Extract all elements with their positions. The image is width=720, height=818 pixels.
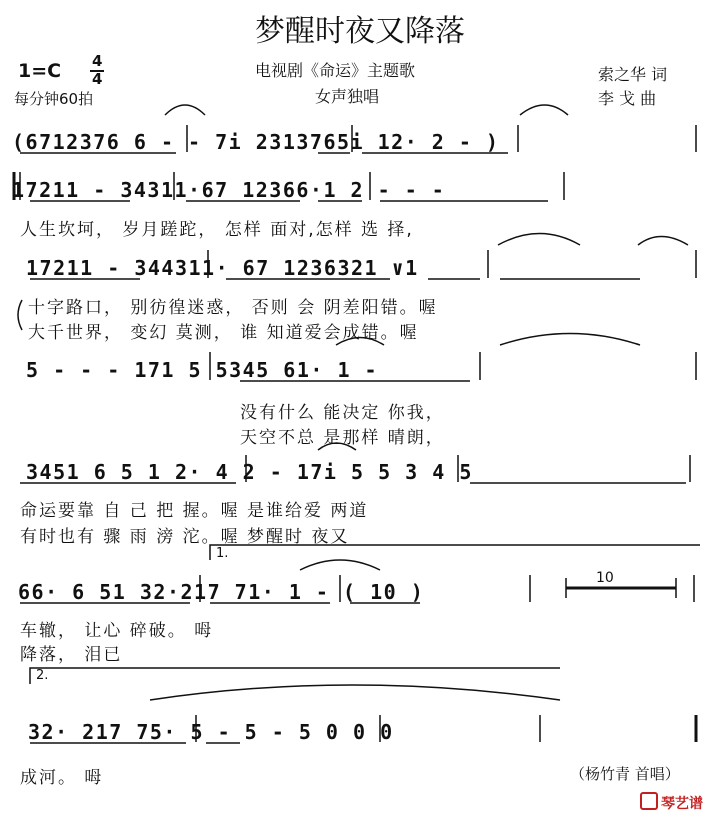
performance-type: 女声独唱 [315, 87, 380, 106]
volta-2-bracket [30, 668, 560, 684]
composer: 李 戈 曲 [598, 89, 657, 108]
logo-text: 琴艺谱 [661, 796, 703, 812]
notation-line-4: 5 - - - 171 5 5345 61· 1 - [26, 358, 379, 382]
notation-line-5: 3451 6 5 1 2· 4 2 - 17i 5 5 3 4 5 [26, 460, 473, 484]
time-signature-bottom: 4 [92, 70, 103, 88]
notation-line-1: (6712376 6 - - 7i 2313765i 12· 2 - ) [12, 130, 500, 154]
lyric-line-5a: 命运要靠 自 己 把 握。喔 是谁给爱 两道 [20, 501, 369, 521]
key-signature: 1=C [18, 60, 62, 82]
slur [500, 334, 640, 346]
lyric-line-6b: 降落， 泪已 [20, 645, 123, 665]
lyric-line-3b: 大千世界， 变幻 莫测， 谁 知道爱会成错。喔 [28, 323, 419, 343]
lyric-line-7: 成河。 呣 [20, 768, 104, 788]
slur [150, 685, 560, 700]
song-title: 梦醒时夜又降落 [255, 14, 465, 49]
slur [638, 237, 688, 246]
volta-1-bracket [210, 545, 700, 560]
tempo-marking: 每分钟60拍 [14, 90, 94, 108]
notation-line-6: 66· 6 51 32·217 71· 1 - ( 10 ) [18, 580, 425, 604]
lyricist: 索之华 词 [598, 65, 668, 84]
brace [18, 300, 22, 330]
rest-count: 10 [596, 570, 614, 586]
slur [318, 443, 356, 450]
slur [165, 105, 205, 115]
subtitle: 电视剧《命运》主题歌 [255, 61, 416, 80]
lyric-line-2: 人生坎坷， 岁月蹉跎， 怎样 面对,怎样 选 择, [20, 220, 414, 240]
notation-line-7: 32· 217 75· 5 - 5 - 5 0 0 0 [28, 720, 394, 744]
slur [300, 560, 380, 570]
notation-line-3: 17211 - 344311· 67 1236321 ∨1 [26, 256, 419, 280]
notation-line-2: 17211 - 34311·67 12366·1 2 - - - [12, 178, 446, 202]
time-signature-top: 4 [92, 52, 103, 70]
lyric-line-4a: 没有什么 能决定 你我， [240, 403, 445, 423]
lyric-line-6a: 车辙， 让心 碎破。 呣 [20, 621, 214, 641]
slur [498, 234, 580, 246]
lyric-line-3a: 十字路口， 别彷徨迷惑， 否则 会 阴差阳错。喔 [28, 298, 438, 318]
volta-1-label: 1. [216, 546, 229, 561]
lyric-line-5b: 有时也有 骤 雨 滂 沱。喔 梦醒时 夜又 [20, 527, 350, 547]
volta-2-label: 2. [36, 668, 49, 683]
slur [520, 105, 568, 115]
lyric-line-4b: 天空不总 是那样 晴朗， [240, 428, 445, 448]
slur [336, 338, 384, 346]
performer-credit: （杨竹青 首唱） [570, 765, 680, 783]
